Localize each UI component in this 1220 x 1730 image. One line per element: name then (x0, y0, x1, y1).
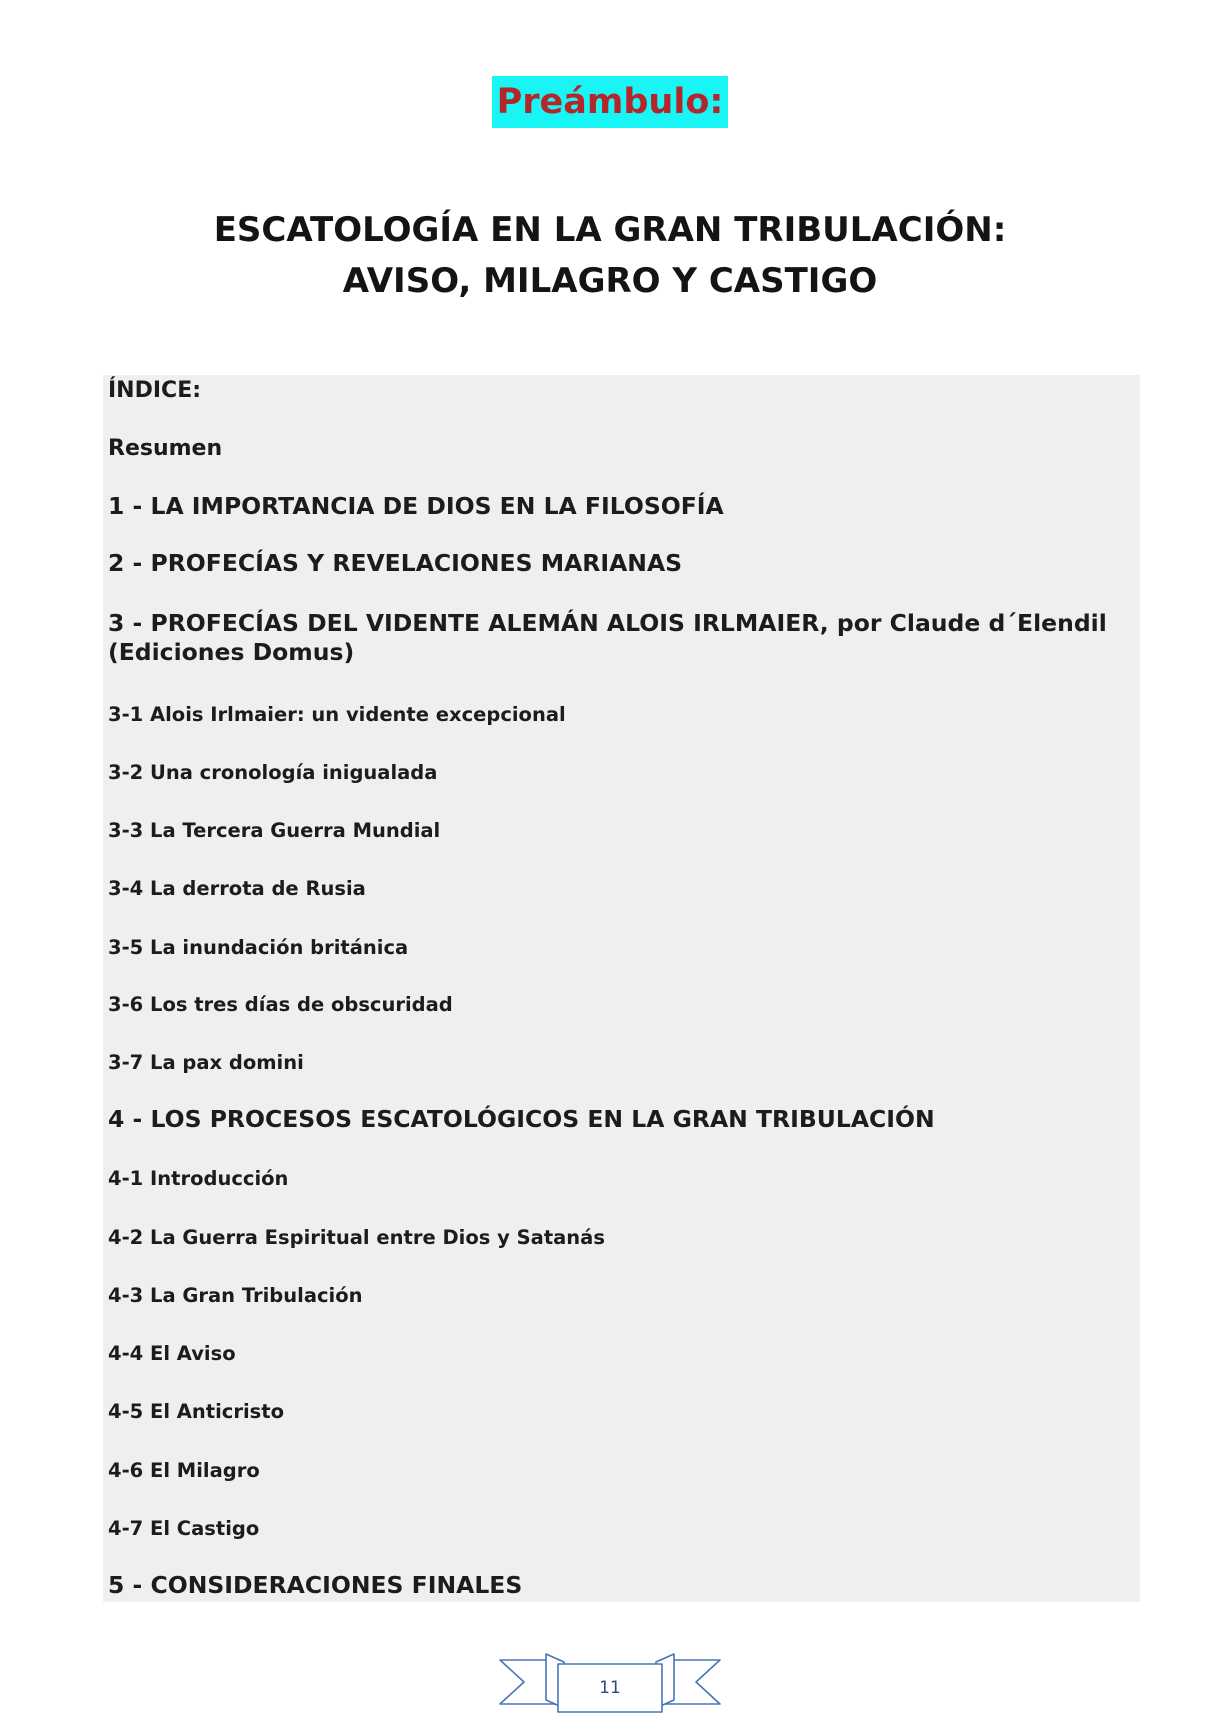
toc-chapter-4: 4 - LOS PROCESOS ESCATOLÓGICOS EN LA GRAN TRIBULACIÓN (108, 1105, 935, 1133)
page-number: 11 (599, 1678, 621, 1698)
toc-section-3-6: 3-6 Los tres días de obscuridad (108, 993, 453, 1016)
title-line-2: AVISO, MILAGRO Y CASTIGO (342, 261, 878, 301)
toc-entry-summary: Resumen (108, 436, 223, 461)
toc-section-4-6: 4-6 El Milagro (108, 1459, 260, 1482)
toc-section-4-1: 4-1 Introducción (108, 1167, 289, 1190)
toc-section-4-4: 4-4 El Aviso (108, 1342, 236, 1365)
toc-section-3-4: 3-4 La derrota de Rusia (108, 877, 366, 900)
toc-section-4-3: 4-3 La Gran Tribulación (108, 1284, 363, 1307)
preamble-heading-container (0, 76, 1220, 128)
toc-heading: ÍNDICE: (108, 378, 202, 403)
toc-chapter-3: 3 - PROFECÍAS DEL VIDENTE ALEMÁN ALOIS IRLMAIER, por Claude d´Elendil (Ediciones Domus) (108, 609, 1107, 666)
toc-section-4-7: 4-7 El Castigo (108, 1517, 260, 1540)
toc-section-3-7: 3-7 La pax domini (108, 1051, 304, 1074)
page-number-badge (498, 1650, 722, 1720)
toc-section-3-2: 3-2 Una cronología inigualada (108, 761, 438, 784)
toc-chapter-1: 1 - LA IMPORTANCIA DE DIOS EN LA FILOSOFÍA (108, 492, 724, 520)
toc-section-3-1: 3-1 Alois Irlmaier: un vidente excepcional (108, 703, 566, 726)
toc-section-3-5: 3-5 La inundación británica (108, 936, 409, 959)
title-line-1: ESCATOLOGÍA EN LA GRAN TRIBULACIÓN: (213, 210, 1007, 250)
toc-chapter-2: 2 - PROFECÍAS Y REVELACIONES MARIANAS (108, 549, 683, 577)
toc-chapter-5: 5 - CONSIDERACIONES FINALES (108, 1571, 523, 1599)
toc-section-4-5: 4-5 El Anticristo (108, 1400, 284, 1423)
preamble-heading: Preámbulo: (492, 76, 729, 128)
toc-section-4-2: 4-2 La Guerra Espiritual entre Dios y Satanás (108, 1226, 605, 1249)
toc-section-3-3: 3-3 La Tercera Guerra Mundial (108, 819, 441, 842)
table-of-contents (103, 375, 1140, 1602)
document-title (0, 205, 1220, 307)
